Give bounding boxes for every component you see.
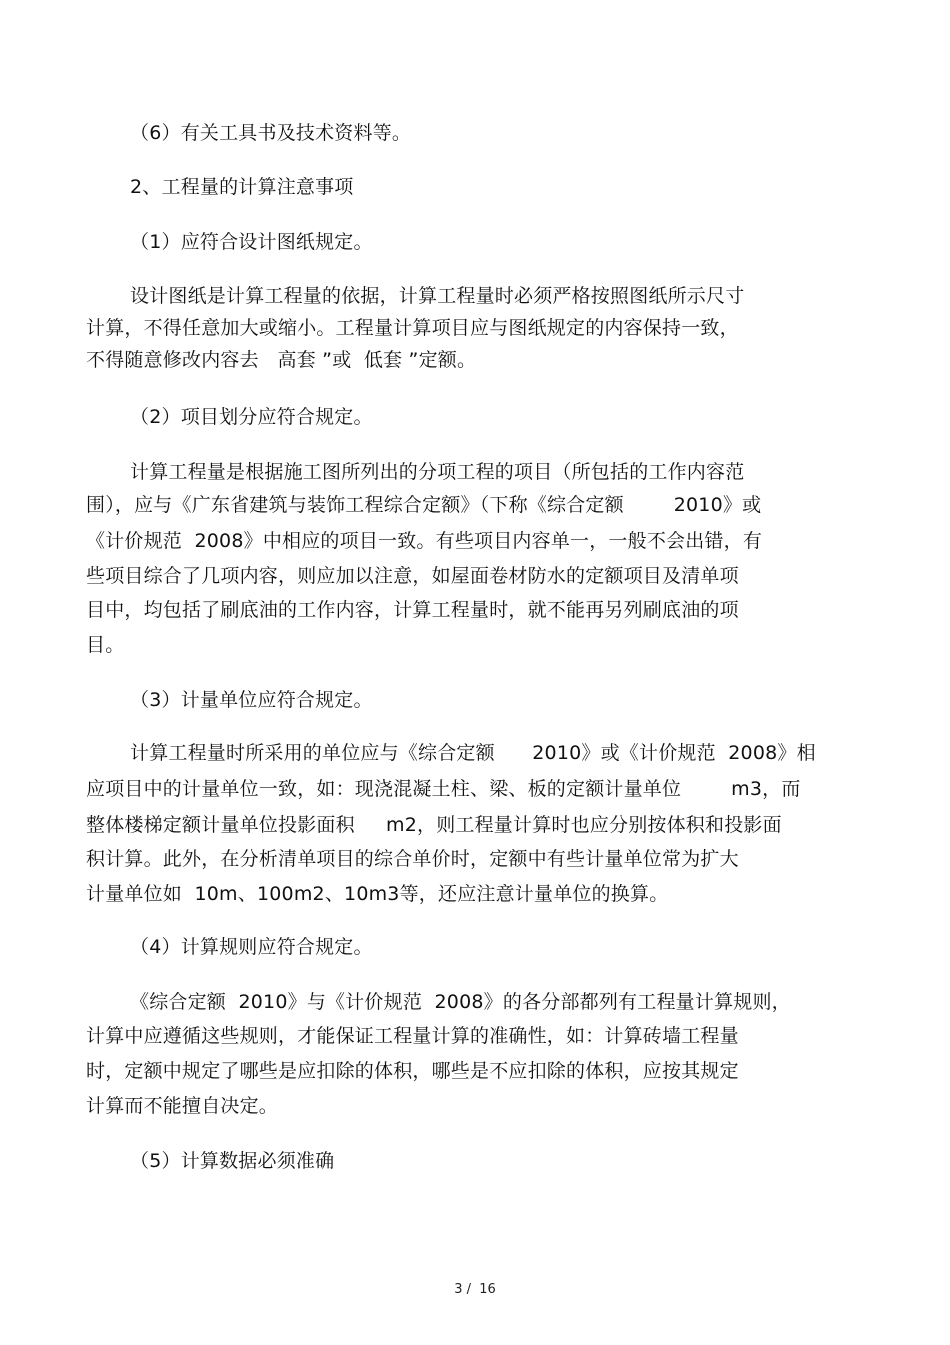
paragraph-2-line-4: 些项目综合了几项内容，则应加以注意，如屋面卷材防水的定额项目及清单项	[86, 565, 739, 587]
paragraph-4-line-2: 计算中应遵循这些规则，才能保证工程量计算的准确性，如：计算砖墙工程量	[86, 1025, 739, 1047]
subsection-heading-3: （3）计量单位应符合规定。	[130, 689, 373, 711]
section-heading: 2、工程量的计算注意事项	[130, 176, 354, 198]
paragraph-2-line-3: 《计价规范 2008》中相应的项目一致。有些项目内容单一，一般不会出错，有	[86, 530, 763, 552]
paragraph-2-line-5: 目中，均包括了刷底油的工作内容，计算工程量时，就不能再另列刷底油的项	[86, 599, 739, 621]
paragraph-3-line-3: 整体楼梯定额计量单位投影面积 m2，则工程量计算时也应分别按体积和投影面	[86, 814, 782, 836]
paragraph-1-line-1: 设计图纸是计算工程量的依据，计算工程量时必须严格按照图纸所示尺寸	[130, 285, 745, 307]
page-number: 3 / 16	[454, 1282, 496, 1297]
subsection-heading-5: （5）计算数据必须准确	[130, 1150, 335, 1172]
paragraph-3-line-4: 积计算。此外，在分析清单项目的综合单价时，定额中有些计量单位常为扩大	[86, 848, 739, 870]
paragraph-4-line-3: 时，定额中规定了哪些是应扣除的体积，哪些是不应扣除的体积，应按其规定	[86, 1060, 739, 1082]
paragraph-3-line-2: 应项目中的计量单位一致，如：现浇混凝土柱、梁、板的定额计量单位 m3，而	[86, 778, 801, 800]
list-item-6: （6）有关工具书及技术资料等。	[130, 122, 412, 144]
subsection-heading-2: （2）项目划分应符合规定。	[130, 406, 373, 428]
paragraph-3-line-1: 计算工程量时所采用的单位应与《综合定额 2010》或《计价规范 2008》相	[130, 742, 816, 764]
paragraph-1-line-2: 计算，不得任意加大或缩小。工程量计算项目应与图纸规定的内容保持一致，	[86, 317, 739, 339]
paragraph-1-line-3: 不得随意修改内容去 高套 ”或 低套 ”定额。	[86, 349, 477, 371]
paragraph-2-line-2: 围），应与《广东省建筑与装饰工程综合定额》（下称《综合定额 2010》或	[86, 494, 762, 516]
subsection-heading-4: （4）计算规则应符合规定。	[130, 936, 373, 958]
paragraph-3-line-5: 计量单位如 10m、100m2、10m3等，还应注意计量单位的换算。	[86, 883, 669, 905]
paragraph-4-line-1: 《综合定额 2010》与《计价规范 2008》的各分部都列有工程量计算规则，	[130, 991, 791, 1013]
subsection-heading-1: （1）应符合设计图纸规定。	[130, 231, 373, 253]
paragraph-2-line-6: 目。	[86, 634, 125, 656]
paragraph-4-line-4: 计算而不能擅自决定。	[86, 1095, 279, 1117]
paragraph-2-line-1: 计算工程量是根据施工图所列出的分项工程的项目（所包括的工作内容范	[130, 461, 745, 483]
